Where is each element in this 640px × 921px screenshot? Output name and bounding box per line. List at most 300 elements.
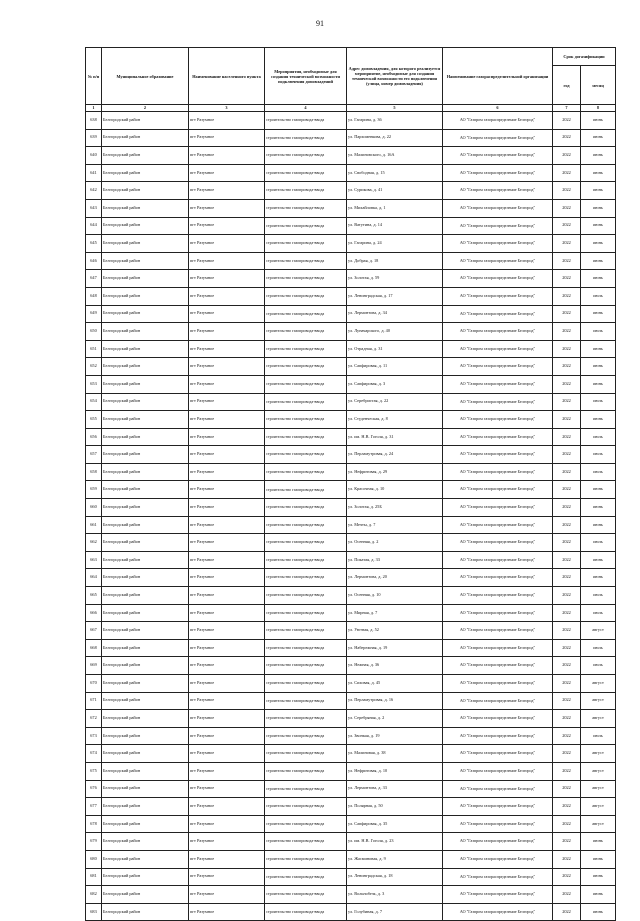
address-cell: ул. Вольнобезк, д. 3 xyxy=(347,886,443,904)
address-cell: ул. Золотая, д. 59 xyxy=(347,270,443,288)
table-row xyxy=(86,604,616,622)
table-row xyxy=(86,499,616,517)
row-number: 664 xyxy=(86,569,102,587)
row-number: 670 xyxy=(86,675,102,693)
work-cell: строительство газопровода-ввода xyxy=(265,551,347,569)
year-cell: 2022 xyxy=(553,675,581,693)
address-cell: ул. Лермонтова, д. 33 xyxy=(347,780,443,798)
work-cell: строительство газопровода-ввода xyxy=(265,147,347,165)
org-cell: АО "Газпром газораспределение Белгород" xyxy=(443,393,553,411)
work-cell: строительство газопровода-ввода xyxy=(265,235,347,253)
org-cell: АО "Газпром газораспределение Белгород" xyxy=(443,112,553,130)
work-cell: строительство газопровода-ввода xyxy=(265,481,347,499)
year-cell: 2022 xyxy=(553,622,581,640)
year-cell: 2022 xyxy=(553,833,581,851)
row-number: 672 xyxy=(86,710,102,728)
work-cell: строительство газопровода-ввода xyxy=(265,287,347,305)
org-cell: АО "Газпром газораспределение Белгород" xyxy=(443,639,553,657)
year-cell: 2022 xyxy=(553,534,581,552)
work-cell: строительство газопровода-ввода xyxy=(265,850,347,868)
month-cell: июнь xyxy=(581,868,616,886)
header-year: год xyxy=(553,66,581,105)
municipality-cell: Белгородский район xyxy=(102,411,189,429)
settlement-cell: пгт Разумное xyxy=(189,446,265,464)
month-cell: июль xyxy=(581,463,616,481)
month-cell: июль xyxy=(581,639,616,657)
work-cell: строительство газопровода-ввода xyxy=(265,692,347,710)
work-cell: строительство газопровода-ввода xyxy=(265,903,347,921)
year-cell: 2022 xyxy=(553,287,581,305)
table-body xyxy=(86,112,616,921)
work-cell: строительство газопровода-ввода xyxy=(265,199,347,217)
address-cell: ул. Нефритовая, д. 10 xyxy=(347,762,443,780)
work-cell: строительство газопровода-ввода xyxy=(265,868,347,886)
settlement-cell: пгт Разумное xyxy=(189,534,265,552)
settlement-cell: пгт Разумное xyxy=(189,428,265,446)
month-cell: июль xyxy=(581,657,616,675)
gasification-table xyxy=(85,47,616,921)
municipality-cell: Белгородский район xyxy=(102,428,189,446)
org-cell: АО "Газпром газораспределение Белгород" xyxy=(443,147,553,165)
org-cell: АО "Газпром газораспределение Белгород" xyxy=(443,868,553,886)
settlement-cell: пгт Разумное xyxy=(189,886,265,904)
work-cell: строительство газопровода-ввода xyxy=(265,534,347,552)
row-number: 661 xyxy=(86,516,102,534)
year-cell: 2022 xyxy=(553,551,581,569)
org-cell: АО "Газпром газораспределение Белгород" xyxy=(443,305,553,323)
month-cell: июнь xyxy=(581,217,616,235)
row-number: 649 xyxy=(86,305,102,323)
table-row xyxy=(86,692,616,710)
row-number: 647 xyxy=(86,270,102,288)
settlement-cell: пгт Разумное xyxy=(189,393,265,411)
table-row xyxy=(86,745,616,763)
row-number: 646 xyxy=(86,252,102,270)
settlement-cell: пгт Разумное xyxy=(189,762,265,780)
work-cell: строительство газопровода-ввода xyxy=(265,446,347,464)
address-cell: ул. Малиновского, д. 16А xyxy=(347,147,443,165)
year-cell: 2022 xyxy=(553,516,581,534)
month-cell: июнь xyxy=(581,270,616,288)
address-cell: ул. Перламутровая, д. 16 xyxy=(347,692,443,710)
org-cell: АО "Газпром газораспределение Белгород" xyxy=(443,815,553,833)
address-cell: ул. Луначарского, д. 40 xyxy=(347,323,443,341)
table-row xyxy=(86,868,616,886)
year-cell: 2022 xyxy=(553,710,581,728)
column-number: 8 xyxy=(581,105,616,112)
row-number: 680 xyxy=(86,850,102,868)
month-cell: июнь xyxy=(581,499,616,517)
year-cell: 2022 xyxy=(553,639,581,657)
org-cell: АО "Газпром газораспределение Белгород" xyxy=(443,833,553,851)
table-row xyxy=(86,657,616,675)
address-cell: ул. Отрадная, д. 31 xyxy=(347,340,443,358)
month-cell: июнь xyxy=(581,886,616,904)
address-cell: ул. Гагарина, д. 24 xyxy=(347,235,443,253)
settlement-cell: пгт Разумное xyxy=(189,305,265,323)
column-number: 4 xyxy=(265,105,347,112)
municipality-cell: Белгородский район xyxy=(102,587,189,605)
year-cell: 2022 xyxy=(553,393,581,411)
settlement-cell: пгт Разумное xyxy=(189,252,265,270)
settlement-cell: пгт Разумное xyxy=(189,411,265,429)
work-cell: строительство газопровода-ввода xyxy=(265,833,347,851)
row-number: 665 xyxy=(86,587,102,605)
address-cell: ул. Сапфировая, д. 11 xyxy=(347,358,443,376)
org-cell: АО "Газпром газораспределение Белгород" xyxy=(443,164,553,182)
year-cell: 2022 xyxy=(553,481,581,499)
address-cell: ул. Добрая, д. 18 xyxy=(347,252,443,270)
municipality-cell: Белгородский район xyxy=(102,340,189,358)
org-cell: АО "Газпром газораспределение Белгород" xyxy=(443,762,553,780)
address-cell: ул. Золотая, д. 25Б xyxy=(347,499,443,517)
municipality-cell: Белгородский район xyxy=(102,780,189,798)
municipality-cell: Белгородский район xyxy=(102,903,189,921)
month-cell: июнь xyxy=(581,182,616,200)
work-cell: строительство газопровода-ввода xyxy=(265,129,347,147)
row-number: 662 xyxy=(86,534,102,552)
year-cell: 2022 xyxy=(553,340,581,358)
row-number: 666 xyxy=(86,604,102,622)
municipality-cell: Белгородский район xyxy=(102,516,189,534)
year-cell: 2022 xyxy=(553,235,581,253)
table-row xyxy=(86,393,616,411)
settlement-cell: пгт Разумное xyxy=(189,499,265,517)
row-number: 643 xyxy=(86,199,102,217)
settlement-cell: пгт Разумное xyxy=(189,710,265,728)
address-cell: ул. Набережная, д. 19 xyxy=(347,639,443,657)
year-cell: 2022 xyxy=(553,217,581,235)
month-cell: июнь xyxy=(581,569,616,587)
municipality-cell: Белгородский район xyxy=(102,323,189,341)
municipality-cell: Белгородский район xyxy=(102,182,189,200)
year-cell: 2022 xyxy=(553,762,581,780)
table-row xyxy=(86,358,616,376)
org-cell: АО "Газпром газораспределение Белгород" xyxy=(443,235,553,253)
municipality-cell: Белгородский район xyxy=(102,657,189,675)
settlement-cell: пгт Разумное xyxy=(189,639,265,657)
work-cell: строительство газопровода-ввода xyxy=(265,375,347,393)
org-cell: АО "Газпром газораспределение Белгород" xyxy=(443,252,553,270)
municipality-cell: Белгородский район xyxy=(102,815,189,833)
municipality-cell: Белгородский район xyxy=(102,762,189,780)
municipality-cell: Белгородский район xyxy=(102,534,189,552)
work-cell: строительство газопровода-ввода xyxy=(265,762,347,780)
work-cell: строительство газопровода-ввода xyxy=(265,745,347,763)
settlement-cell: пгт Разумное xyxy=(189,727,265,745)
year-cell: 2022 xyxy=(553,850,581,868)
table-row xyxy=(86,833,616,851)
row-number: 657 xyxy=(86,446,102,464)
address-cell: ул. Малиновая, д. 38 xyxy=(347,745,443,763)
table-row xyxy=(86,411,616,429)
header-num: № п/п xyxy=(86,48,102,105)
work-cell: строительство газопровода-ввода xyxy=(265,499,347,517)
row-number: 651 xyxy=(86,340,102,358)
month-cell: август xyxy=(581,815,616,833)
year-cell: 2022 xyxy=(553,323,581,341)
org-cell: АО "Газпром газораспределение Белгород" xyxy=(443,411,553,429)
address-cell: ул. Красочная, д. 10 xyxy=(347,481,443,499)
row-number: 681 xyxy=(86,868,102,886)
work-cell: строительство газопровода-ввода xyxy=(265,411,347,429)
work-cell: строительство газопровода-ввода xyxy=(265,569,347,587)
municipality-cell: Белгородский район xyxy=(102,622,189,640)
municipality-cell: Белгородский район xyxy=(102,481,189,499)
column-number: 6 xyxy=(443,105,553,112)
year-cell: 2022 xyxy=(553,112,581,130)
year-cell: 2022 xyxy=(553,798,581,816)
table-row xyxy=(86,463,616,481)
address-cell: ул. Свободная, д. 15 xyxy=(347,164,443,182)
settlement-cell: пгт Разумное xyxy=(189,358,265,376)
municipality-cell: Белгородский район xyxy=(102,727,189,745)
table-row xyxy=(86,639,616,657)
row-number: 668 xyxy=(86,639,102,657)
settlement-cell: пгт Разумное xyxy=(189,323,265,341)
org-cell: АО "Газпром газораспределение Белгород" xyxy=(443,727,553,745)
header-settlement: Наименование населенного пункта xyxy=(189,48,265,105)
address-cell: ул. Лермонтова, д. 34 xyxy=(347,305,443,323)
table-row xyxy=(86,446,616,464)
org-cell: АО "Газпром газораспределение Белгород" xyxy=(443,499,553,517)
row-number: 640 xyxy=(86,147,102,165)
settlement-cell: пгт Разумное xyxy=(189,340,265,358)
work-cell: строительство газопровода-ввода xyxy=(265,340,347,358)
org-cell: АО "Газпром газораспределение Белгород" xyxy=(443,534,553,552)
table-row xyxy=(86,886,616,904)
municipality-cell: Белгородский район xyxy=(102,569,189,587)
settlement-cell: пгт Разумное xyxy=(189,147,265,165)
table-row xyxy=(86,850,616,868)
address-cell: ул. Сурикова, д. 41 xyxy=(347,182,443,200)
settlement-cell: пгт Разумное xyxy=(189,481,265,499)
year-cell: 2022 xyxy=(553,164,581,182)
address-cell: ул. Уютная, д. 52 xyxy=(347,622,443,640)
month-cell: июнь xyxy=(581,164,616,182)
municipality-cell: Белгородский район xyxy=(102,305,189,323)
address-cell: ул. Серебристая, д. 22 xyxy=(347,393,443,411)
settlement-cell: пгт Разумное xyxy=(189,182,265,200)
table-row xyxy=(86,252,616,270)
work-cell: строительство газопровода-ввода xyxy=(265,657,347,675)
work-cell: строительство газопровода-ввода xyxy=(265,622,347,640)
org-cell: АО "Газпром газораспределение Белгород" xyxy=(443,129,553,147)
row-number: 679 xyxy=(86,833,102,851)
table-row xyxy=(86,675,616,693)
address-cell: ул. Ватутина, д. 14 xyxy=(347,217,443,235)
municipality-cell: Белгородский район xyxy=(102,868,189,886)
municipality-cell: Белгородский район xyxy=(102,604,189,622)
header-municipality: Муниципальное образование xyxy=(102,48,189,105)
address-cell: ул. Лермонтова, д. 20 xyxy=(347,569,443,587)
org-cell: АО "Газпром газораспределение Белгород" xyxy=(443,428,553,446)
year-cell: 2022 xyxy=(553,411,581,429)
settlement-cell: пгт Разумное xyxy=(189,235,265,253)
address-cell: ул. Студенческая, д. 8 xyxy=(347,411,443,429)
row-number: 671 xyxy=(86,692,102,710)
row-number: 676 xyxy=(86,780,102,798)
address-cell: ул. Осенняя, д. 2 xyxy=(347,534,443,552)
settlement-cell: пгт Разумное xyxy=(189,112,265,130)
municipality-cell: Белгородский район xyxy=(102,850,189,868)
column-number: 7 xyxy=(553,105,581,112)
month-cell: июль xyxy=(581,428,616,446)
municipality-cell: Белгородский район xyxy=(102,235,189,253)
column-number: 2 xyxy=(102,105,189,112)
work-cell: строительство газопровода-ввода xyxy=(265,587,347,605)
column-number-row xyxy=(86,105,616,112)
settlement-cell: пгт Разумное xyxy=(189,692,265,710)
municipality-cell: Белгородский район xyxy=(102,745,189,763)
org-cell: АО "Газпром газораспределение Белгород" xyxy=(443,217,553,235)
municipality-cell: Белгородский район xyxy=(102,675,189,693)
header-row xyxy=(86,48,616,66)
address-cell: ул. Голубиная, д. 7 xyxy=(347,903,443,921)
year-cell: 2022 xyxy=(553,428,581,446)
address-cell: ул. Ленинградская, д. 17 xyxy=(347,287,443,305)
work-cell: строительство газопровода-ввода xyxy=(265,710,347,728)
header-term: Срок догазификации xyxy=(553,48,616,66)
table-row xyxy=(86,798,616,816)
month-cell: июнь xyxy=(581,340,616,358)
header-org: Наименование газораспределительной организации xyxy=(443,48,553,105)
month-cell: июль xyxy=(581,287,616,305)
row-number: 669 xyxy=(86,657,102,675)
org-cell: АО "Газпром газораспределение Белгород" xyxy=(443,182,553,200)
municipality-cell: Белгородский район xyxy=(102,164,189,182)
row-number: 677 xyxy=(86,798,102,816)
month-cell: июль xyxy=(581,534,616,552)
row-number: 655 xyxy=(86,411,102,429)
month-cell: июнь xyxy=(581,833,616,851)
municipality-cell: Белгородский район xyxy=(102,446,189,464)
settlement-cell: пгт Разумное xyxy=(189,657,265,675)
municipality-cell: Белгородский район xyxy=(102,217,189,235)
settlement-cell: пгт Разумное xyxy=(189,622,265,640)
org-cell: АО "Газпром газораспределение Белгород" xyxy=(443,622,553,640)
table-row xyxy=(86,340,616,358)
year-cell: 2022 xyxy=(553,147,581,165)
org-cell: АО "Газпром газораспределение Белгород" xyxy=(443,886,553,904)
month-cell: август xyxy=(581,622,616,640)
row-number: 641 xyxy=(86,164,102,182)
table-row xyxy=(86,129,616,147)
settlement-cell: пгт Разумное xyxy=(189,375,265,393)
municipality-cell: Белгородский район xyxy=(102,692,189,710)
settlement-cell: пгт Разумное xyxy=(189,287,265,305)
work-cell: строительство газопровода-ввода xyxy=(265,516,347,534)
month-cell: август xyxy=(581,780,616,798)
org-cell: АО "Газпром газораспределение Белгород" xyxy=(443,481,553,499)
municipality-cell: Белгородский район xyxy=(102,393,189,411)
year-cell: 2022 xyxy=(553,129,581,147)
work-cell: строительство газопровода-ввода xyxy=(265,270,347,288)
column-number: 5 xyxy=(347,105,443,112)
table-row xyxy=(86,815,616,833)
org-cell: АО "Газпром газораспределение Белгород" xyxy=(443,745,553,763)
work-cell: строительство газопровода-ввода xyxy=(265,727,347,745)
year-cell: 2022 xyxy=(553,463,581,481)
row-number: 658 xyxy=(86,463,102,481)
work-cell: строительство газопровода-ввода xyxy=(265,463,347,481)
year-cell: 2022 xyxy=(553,903,581,921)
year-cell: 2022 xyxy=(553,727,581,745)
settlement-cell: пгт Разумное xyxy=(189,551,265,569)
month-cell: июнь xyxy=(581,358,616,376)
municipality-cell: Белгородский район xyxy=(102,886,189,904)
settlement-cell: пгт Разумное xyxy=(189,798,265,816)
settlement-cell: пгт Разумное xyxy=(189,868,265,886)
settlement-cell: пгт Разумное xyxy=(189,903,265,921)
month-cell: июнь xyxy=(581,199,616,217)
year-cell: 2022 xyxy=(553,780,581,798)
settlement-cell: пгт Разумное xyxy=(189,675,265,693)
row-number: 663 xyxy=(86,551,102,569)
work-cell: строительство газопровода-ввода xyxy=(265,112,347,130)
header-work: Мероприятия, необходимые для создания технической возможности подключения домовладений xyxy=(265,48,347,105)
org-cell: АО "Газпром газораспределение Белгород" xyxy=(443,798,553,816)
address-cell: ул. Мечты, д. 7 xyxy=(347,516,443,534)
year-cell: 2022 xyxy=(553,446,581,464)
row-number: 638 xyxy=(86,112,102,130)
month-cell: июль xyxy=(581,323,616,341)
municipality-cell: Белгородский район xyxy=(102,499,189,517)
municipality-cell: Белгородский район xyxy=(102,798,189,816)
municipality-cell: Белгородский район xyxy=(102,375,189,393)
address-cell: ул. им. Н.В. Гоголя, д. 31 xyxy=(347,428,443,446)
row-number: 652 xyxy=(86,358,102,376)
municipality-cell: Белгородский район xyxy=(102,463,189,481)
table-row xyxy=(86,534,616,552)
table-row xyxy=(86,112,616,130)
header-address: Адрес домовладения, для которого реализуется мероприятие, необходимые для создания технической возможности его подключения (улица, номер домовладения) xyxy=(347,48,443,105)
org-cell: АО "Газпром газораспределение Белгород" xyxy=(443,375,553,393)
table-row xyxy=(86,375,616,393)
address-cell: ул. Сиховая, д. 45 xyxy=(347,675,443,693)
month-cell: август xyxy=(581,710,616,728)
municipality-cell: Белгородский район xyxy=(102,199,189,217)
work-cell: строительство газопровода-ввода xyxy=(265,182,347,200)
settlement-cell: пгт Разумное xyxy=(189,815,265,833)
address-cell: ул. Ленинградская, д. 18 xyxy=(347,868,443,886)
org-cell: АО "Газпром газораспределение Белгород" xyxy=(443,710,553,728)
table-row xyxy=(86,481,616,499)
row-number: 674 xyxy=(86,745,102,763)
table-row xyxy=(86,551,616,569)
table-row xyxy=(86,287,616,305)
year-cell: 2022 xyxy=(553,199,581,217)
row-number: 675 xyxy=(86,762,102,780)
year-cell: 2022 xyxy=(553,270,581,288)
municipality-cell: Белгородский район xyxy=(102,147,189,165)
table-row xyxy=(86,428,616,446)
year-cell: 2022 xyxy=(553,375,581,393)
month-cell: июнь xyxy=(581,147,616,165)
month-cell: июнь xyxy=(581,252,616,270)
work-cell: строительство газопровода-ввода xyxy=(265,886,347,904)
settlement-cell: пгт Разумное xyxy=(189,199,265,217)
row-number: 648 xyxy=(86,287,102,305)
row-number: 673 xyxy=(86,727,102,745)
month-cell: август xyxy=(581,675,616,693)
row-number: 642 xyxy=(86,182,102,200)
municipality-cell: Белгородский район xyxy=(102,639,189,657)
work-cell: строительство газопровода-ввода xyxy=(265,604,347,622)
year-cell: 2022 xyxy=(553,692,581,710)
settlement-cell: пгт Разумное xyxy=(189,587,265,605)
settlement-cell: пгт Разумное xyxy=(189,569,265,587)
